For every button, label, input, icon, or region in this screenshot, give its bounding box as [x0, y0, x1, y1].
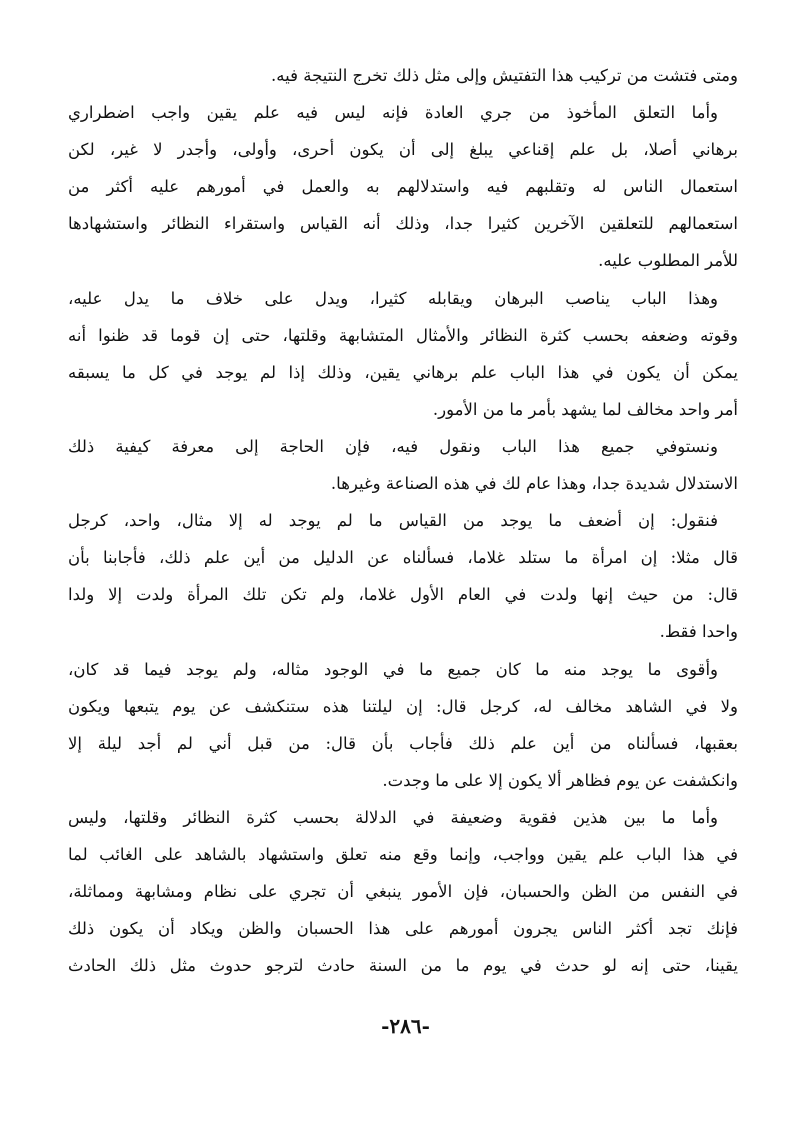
text-line: في النفس من الظن والحسبان، فإن الأمور ينبغي أن تجري على نظام ومشابهة ومماثلة،: [68, 882, 738, 902]
text-line: فنقول: إن أضعف ما يوجد من القياس ما لم يوجد له إلا مثال، واحد، كرجل: [68, 511, 718, 531]
text-line: برهاني أصلا، بل علم إقناعي يبلغ إلى أن يكون أحرى، وأولى، وأجدر لا غير، لكن: [68, 140, 738, 160]
text-line: يقينا، حتى إنه لو حدث في يوم ما من السنة حادث لترجو حدوث مثل ذلك الحادث: [68, 956, 738, 976]
text-line: فإنك تجد أكثر الناس يجرون أمورهم على هذا الحسبان والظن ويكاد أن يكون ذلك: [68, 919, 738, 939]
text-line: واحدا فقط.: [659, 622, 738, 642]
text-line: ولا في الشاهد مخالف له، كرجل قال: إن ليلتنا هذه ستنكشف عن يوم يتبعها ويكون: [68, 696, 738, 716]
text-line: وأقوى ما يوجد منه ما كان جميع ما في الوجود مثاله، ولم يوجد فيما قد كان،: [68, 659, 719, 679]
text-line: استعمال الناس له وتقلبهم فيه واستدلالهم به والعمل في أمورهم عليه أكثر من: [68, 177, 738, 197]
text-line: ومتى فتشت من تركيب هذا التفتيش وإلى مثل ذلك تخرج النتيجة فيه.: [271, 66, 738, 85]
text-line: قال: من حيث إنها ولدت في العام الأول غلاما، ولم تكن تلك المرأة ولدت إلا ولدا: [68, 585, 738, 605]
text-line: وهذا الباب يناصب البرهان ويقابله كثيرا، ويدل على خلاف ما يدل عليه،: [68, 288, 718, 308]
text-line: أمر واحد مخالف لما يشهد بأمر ما من الأمور.: [432, 399, 738, 419]
text-line: في هذا الباب علم يقين وواجب، وإنما وقع منه تعلق واستشهاد بالشاهد على الغائب لما: [68, 844, 738, 864]
text-line: يمكن أن يكون في هذا الباب علم برهاني يقين، وذلك إذا لم يوجد في كل ما يسبقه: [68, 362, 738, 382]
text-line: استعمالهم للتعلقين الآخرين كثيرا جدا، وذلك أنه القياس واستقراء النظائر واستشهادها: [68, 214, 738, 234]
text-line: الاستدلال شديدة جدا، وهذا عام لك في هذه الصناعة وغيرها.: [330, 474, 738, 494]
text-line: قال مثلا: إن امرأة ما ستلد غلاما، فسألناه عن الدليل من أين علم ذلك، فأجابنا بأن: [68, 548, 738, 568]
body-text: [68, 57, 738, 984]
text-line: وانكشفت عن يوم فظاهر ألا يكون إلا على ما وجدت.: [382, 770, 738, 790]
text-line: وقوته وضعفه بحسب كثرة النظائر والأمثال المتشابهة وقلتها، حتى إن قوما قد ظنوا أنه: [68, 325, 738, 345]
text-line: للأمر المطلوب عليه.: [598, 251, 738, 271]
page-number: -٢٨٦-: [381, 1014, 430, 1038]
text-line: ونستوفي جميع هذا الباب ونقول فيه، فإن الحاجة إلى معرفة كيفية ذلك: [68, 436, 718, 456]
text-line: وأما ما بين هذين فقوية وضعيفة في الدلالة بحسب كثرة النظائر وقلتها، وليس: [68, 807, 718, 827]
text-line: وأما التعلق المأخوذ من جري العادة فإنه ليس فيه علم يقين واجب اضطراري: [68, 103, 718, 123]
text-line: بعقبها، فسألناه من أين علم ذلك فأجاب بأن قال: من قبل أني لم أجد ليلة إلا: [68, 733, 738, 753]
